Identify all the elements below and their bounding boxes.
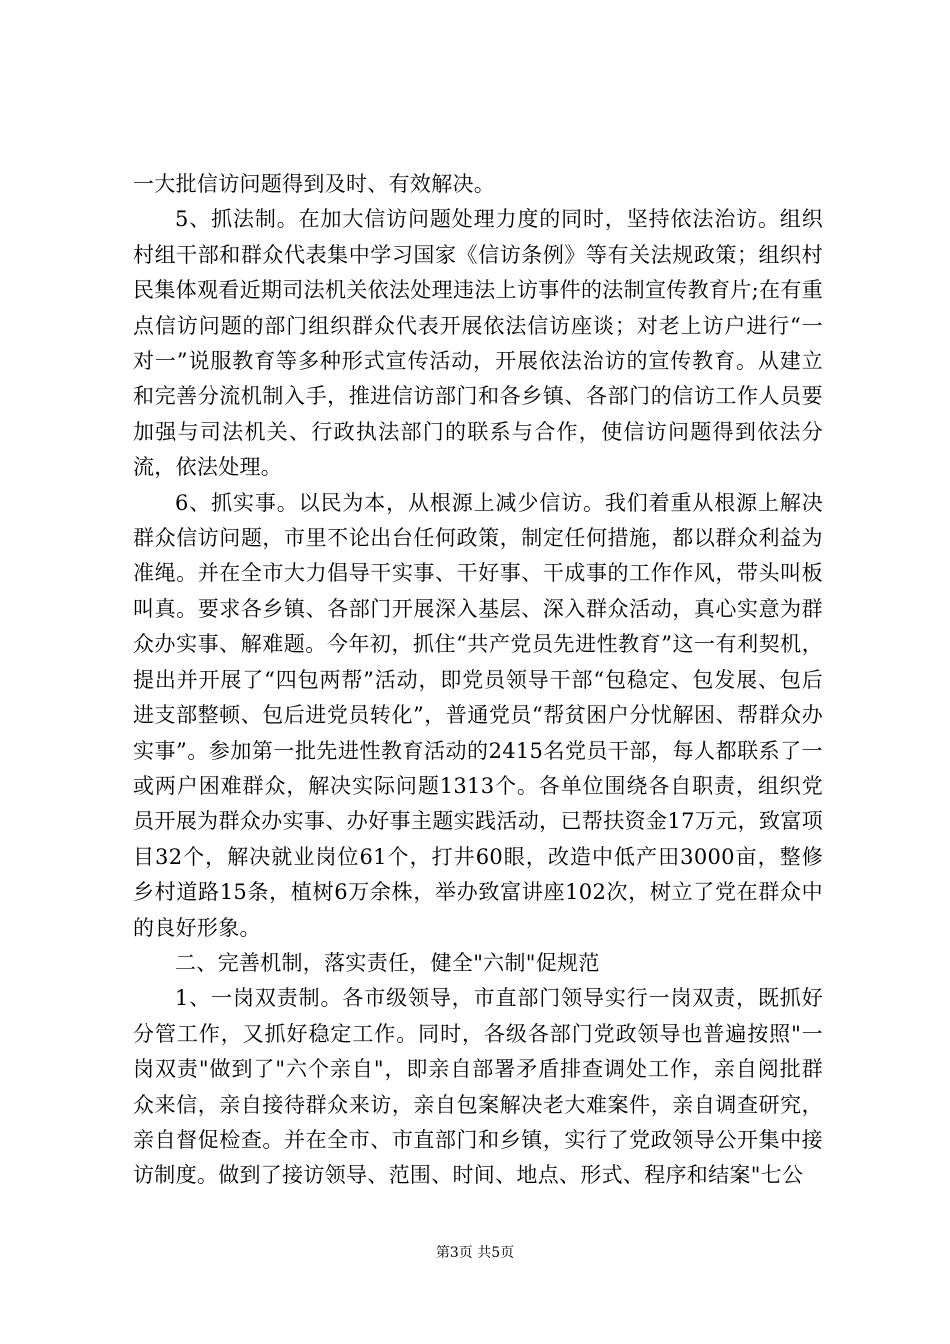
section-heading-mechanisms: 二、完善机制，落实责任，健全"六制"促规范 [175, 950, 600, 975]
paragraph-rule-of-law: 5、抓法制。在加大信访问题处理力度的同时，坚持依法治访。组织村组干部和群众代表集中学习国家《信访条例》等有关法规政策；组织村民集体观看近期司法机关依法处理违法上访事件的法制宣传教育片;在有重点信访问题的部门组织群众代表开展依法信访座谈；对老上访户进行“一对一”说服教育等多种形式宣传活动，开展依法治访的宣传教育。从建立和完善分流机制入手，推进信访部门和各乡镇、各部门的信访工作人员要加强与司法机关、行政执法部门的联系与合作，使信访问题得到依法分流，依法处理。 [133, 207, 823, 480]
paragraph-practical-matters: 6、抓实事。以民为本，从根源上减少信访。我们着重从根源上解决群众信访问题，市里不论出台任何政策，制定任何措施，都以群众利益为准绳。并在全市大力倡导干实事、干好事、干成事的工作作风，带头叫板叫真。要求各乡镇、各部门开展深入基层、深入群众活动，真心实意为群众办实事、解难题。今年初，抓住“共产党员先进性教育”这一有利契机，提出并开展了“四包两帮”活动，即党员领导干部“包稳定、包发展、包后进支部整顿、包后进党员转化”，普通党员“帮贫困户分忧解困、帮群众办实事”。参加第一批先进性教育活动的2415名党员干部，每人都联系了一或两户困难群众，解决实际问题1313个。各单位围绕各自职责，组织党员开展为群众办实事、办好事主题实践活动，已帮扶资金17万元，致富项目32个，解决就业岗位61个，打井60眼，改造中低产田3000亩，整修乡村道路15条，植树6万余株，举办致富讲座102次，树立了党在群众中的良好形象。 [133, 490, 823, 940]
paragraph-dual-responsibility: 1、一岗双责制。各市级领导，市直部门领导实行一岗双责，既抓好分管工作，又抓好稳定工作。同时，各级各部门党政领导也普遍按照"一岗双责"做到了"六个亲自"，即亲自部署矛盾排查调处工作，亲自阅批群众来信，亲自接待群众来访，亲自包案解决老大难案件，亲自调查研究，亲自督促检查。并在全市、市直部门和乡镇，实行了党政领导公开集中接访制度。做到了接访领导、范围、时间、地点、形式、程序和结案"七公 [133, 986, 823, 1188]
page-number-footer: 第3页 共5页 [435, 1245, 515, 1261]
document-body [133, 167, 823, 1194]
paragraph-continuation: 一大批信访问题得到及时、有效解决。 [133, 172, 496, 196]
